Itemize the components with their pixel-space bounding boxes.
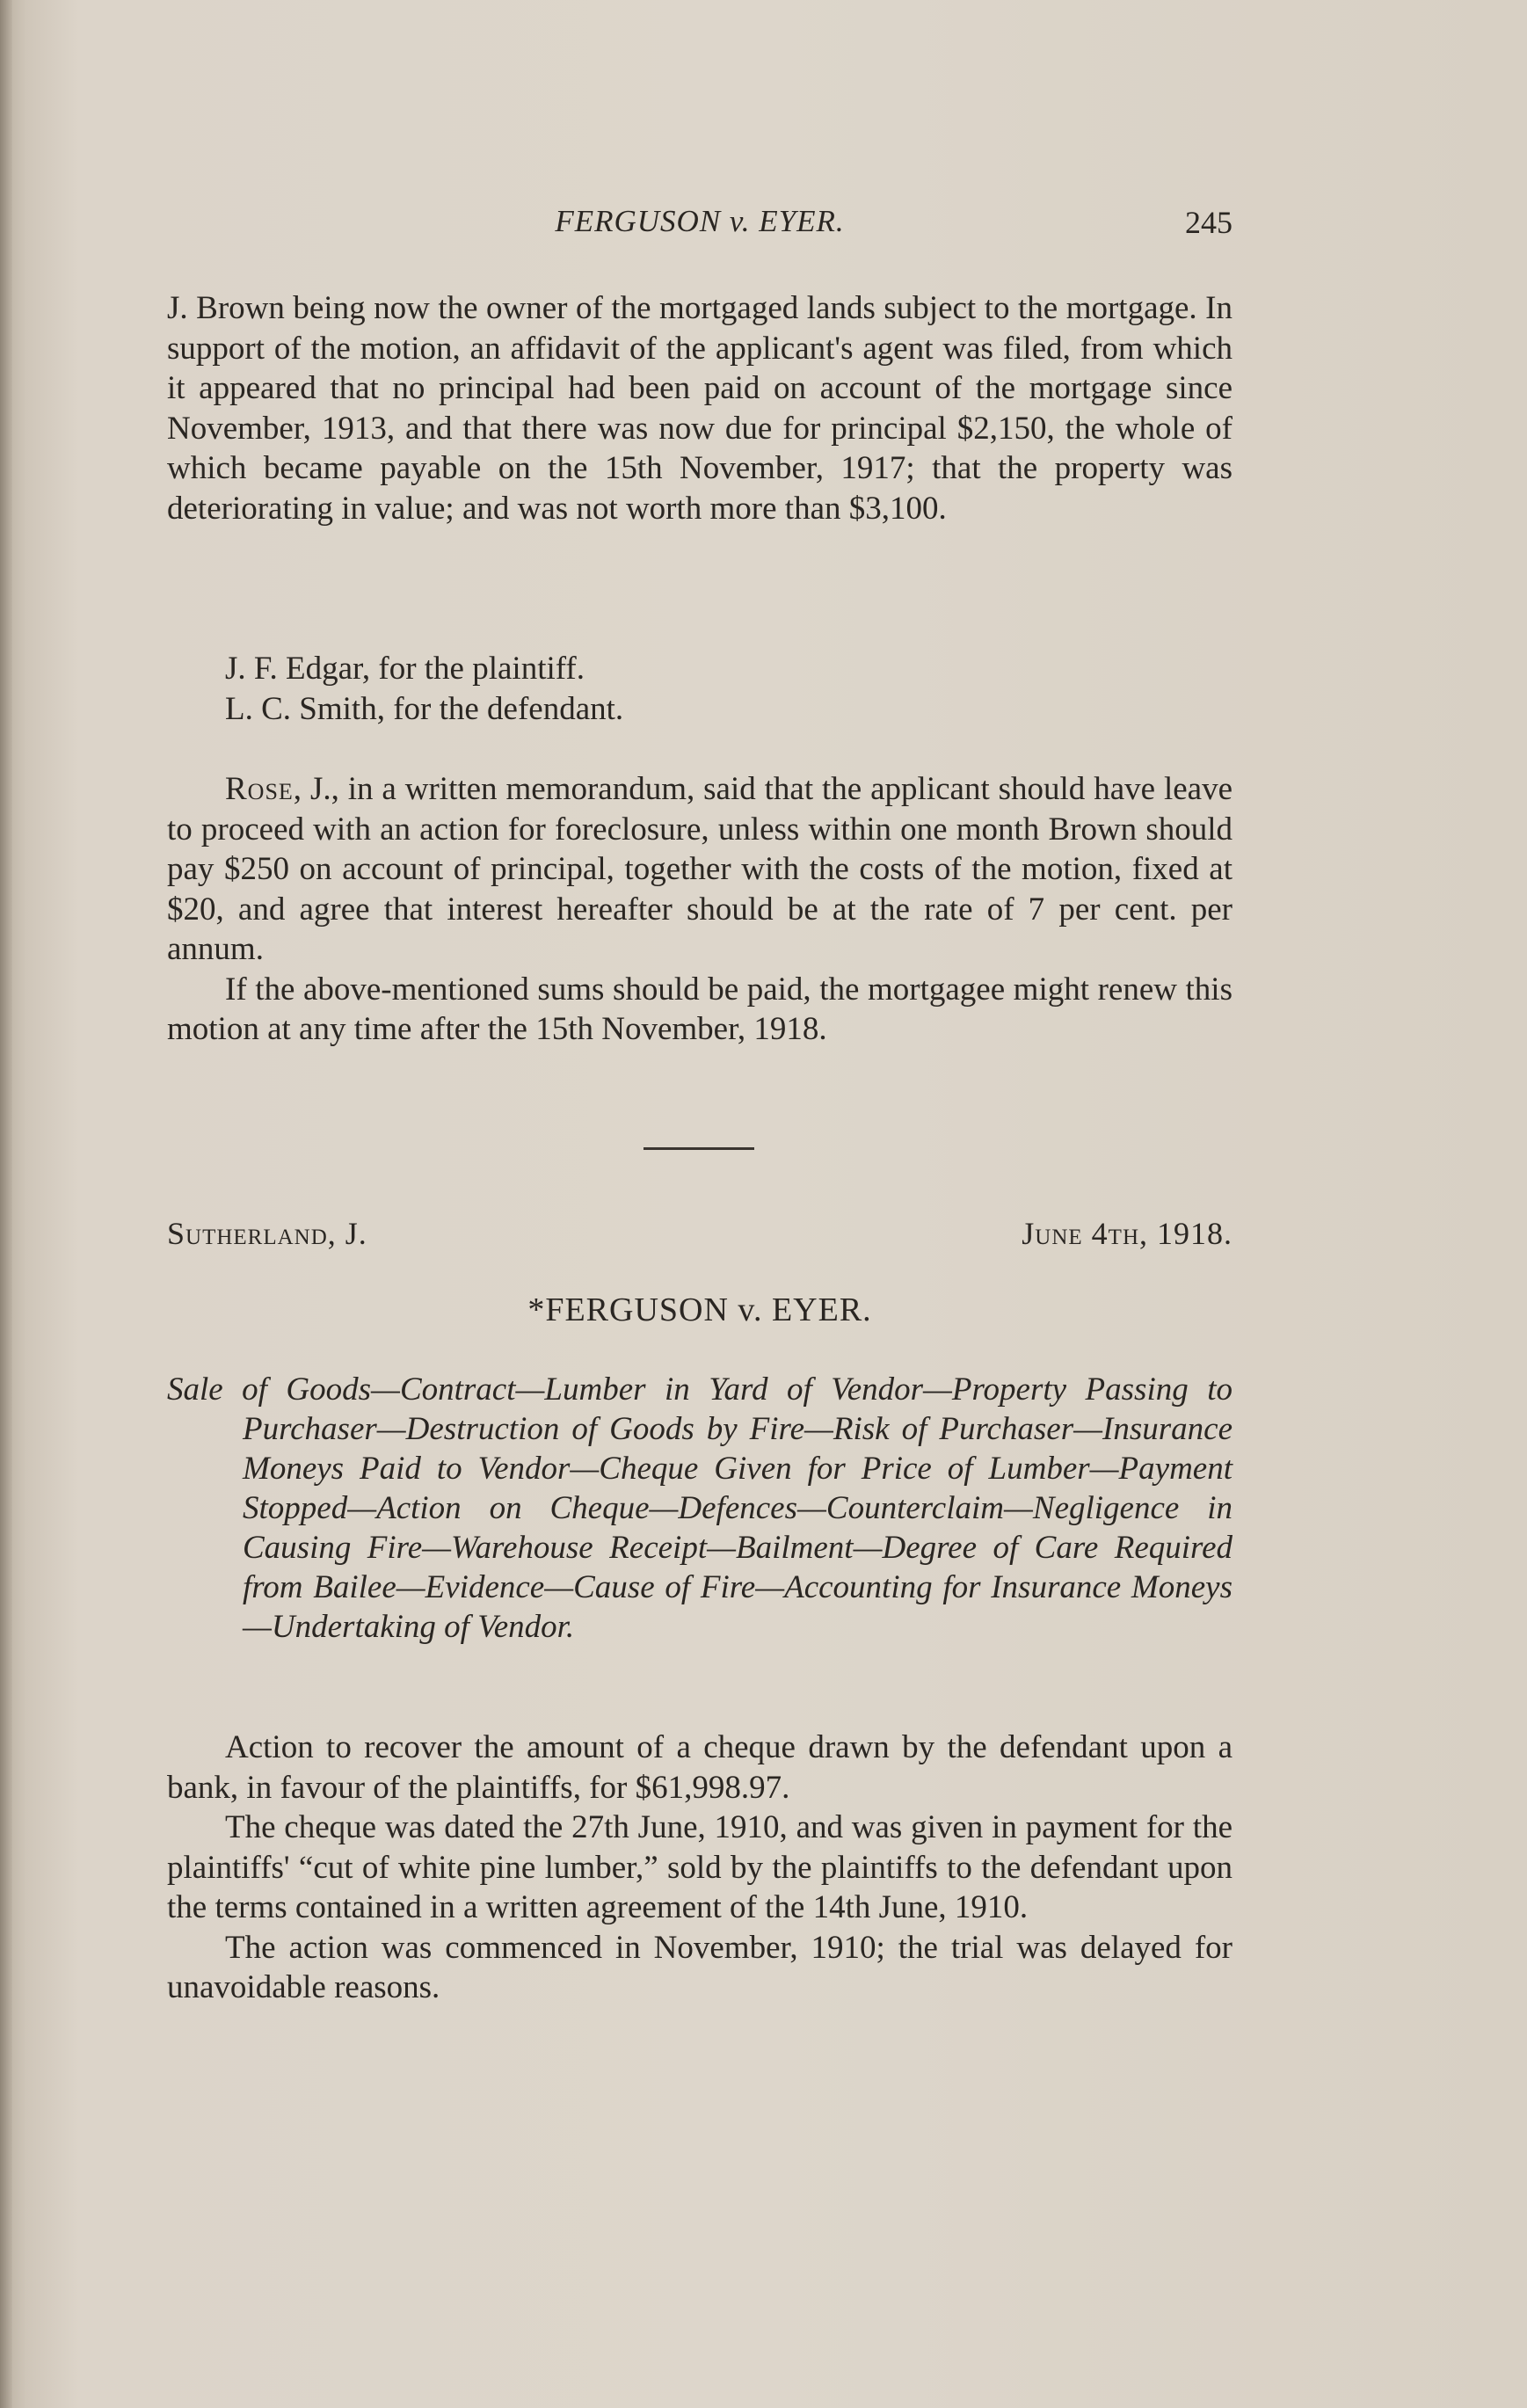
running-title: FERGUSON v. EYER.: [555, 204, 845, 238]
case-headnote: Sale of Goods—Contract—Lumber in Yard of Vendor—Property Passing to Purchaser—Destruction of Goods by Fire—Risk of Purchaser—Insurance Moneys Paid to Vendor—Cheque Given for Price of Lumber—Payment Stopped—Action on Cheque—Defences—Counterclaim—Negligence in Causing Fire—Warehouse Receipt—Bailment—Degree of Care Required from Bailee—Evidence—Cause of Fire—Accounting for Insurance Moneys—Undertaking of Vendor.: [167, 1371, 1233, 1645]
page-number: 245: [1185, 205, 1233, 240]
judgment-paragraph: [167, 769, 1233, 970]
body-paragraph-1: Action to recover the amount of a cheque drawn by the defendant upon a bank, in favour of the plaintiffs, for $61,998.97.: [167, 1729, 1233, 1806]
page-gutter-shadow: [0, 0, 12, 2408]
body-paragraph-3: The action was commenced in November, 1910; the trial was delayed for unavoidable reasons.: [167, 1929, 1233, 2005]
judgment-paragraph-2: If the above-mentioned sums should be paid, the mortgagee might renew this motion at any time after the 15th November, 1918.: [167, 971, 1233, 1047]
counsel-plaintiff: J. F. Edgar, for the plaintiff.: [225, 651, 585, 687]
judge-name: Rose: [225, 771, 294, 807]
previous-case-judgment: [167, 769, 1233, 1050]
counsel-defendant: L. C. Smith, for the defendant.: [225, 691, 624, 727]
page-header: [167, 204, 1233, 248]
counsel-list: [225, 649, 623, 730]
judgment-text: , J., in a written memorandum, said that the applicant should have leave to proceed with an action for foreclosure, unless within one month Brown should pay $250 on account of principal, together with the costs of the motion, fixed at $20, and agree that interest hereafter should be at the rate of 7 per cent. per annum.: [167, 771, 1233, 967]
case-title: *FERGUSON v. EYER.: [527, 1291, 872, 1328]
case-date: June 4th, 1918.: [1022, 1216, 1233, 1251]
case-judge-date-line: [167, 1215, 1233, 1257]
previous-case-statement: [167, 288, 1233, 528]
statement-paragraph: J. Brown being now the owner of the mortgaged lands subject to the mortgage. In support of the motion, an affidavit of the applicant's agent was filed, from which it appeared that no principal had been paid on account of the mortgage since November, 1913, and that there was now due for principal $2,150, the whole of which became payable on the 15th November, 1917; that the property was deteriorating in value; and was not worth more than $3,100.: [167, 290, 1233, 527]
body-paragraph-2: The cheque was dated the 27th June, 1910, and was given in payment for the plaintiffs' “cut of white pine lumber,” sold by the plaintiffs to the defendant upon the terms contained in a written agreement of the 14th June, 1910.: [167, 1809, 1233, 1925]
section-divider: [644, 1147, 754, 1150]
case-judge: Sutherland, J.: [167, 1216, 367, 1251]
new-case-body: [167, 1728, 1233, 2008]
